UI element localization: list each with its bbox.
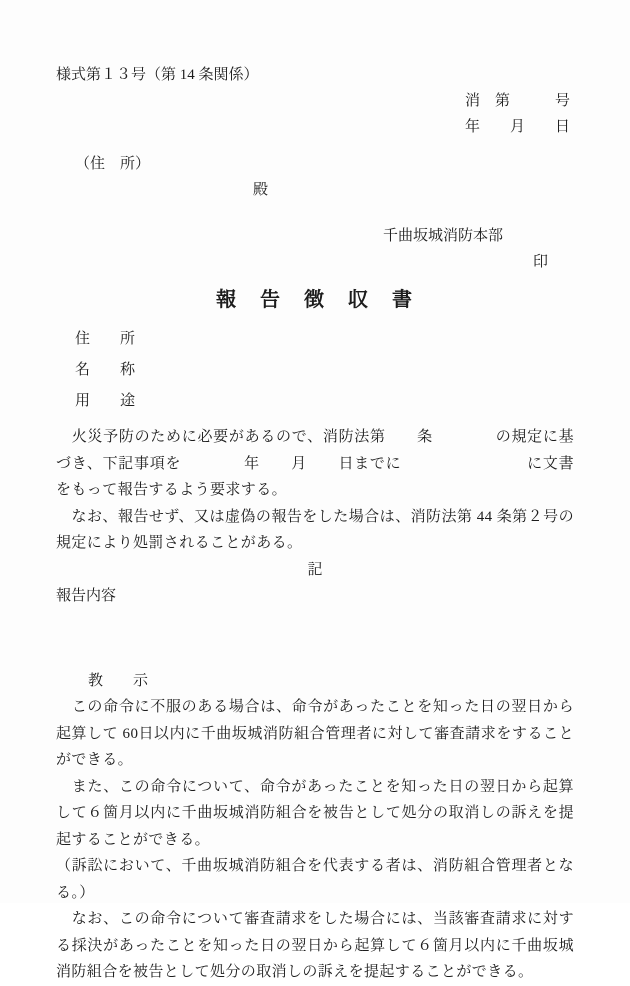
kyoji-paragraph-representative: （訴訟において、千曲坂城消防組合を代表する者は、消防組合管理者となる。） xyxy=(56,858,574,901)
recipient-address-label: （住 所） xyxy=(75,156,151,172)
kyoji-paragraph-after-appeal: なお、この命令について審査請求をした場合には、当該審査請求に対する採決があったことを知った日の翌日から起算して６箇月以内に千曲坂城消防組合を被告として処分の取消しの訴えを提起することができる。 xyxy=(56,911,574,980)
seal-mark: 印 xyxy=(533,254,549,270)
kyoji-paragraph-appeal: この命令に不服のある場合は、命令があったことを知った日の翌日から起算して 60日以内に千曲坂城消防組合管理者に対して審査請求をすることができる。 xyxy=(56,699,574,768)
document-title: 報 告 徴 収 書 xyxy=(216,289,414,311)
body-paragraph-request: 火災予防のために必要があるので、消防法第 条 の規定に基づき、下記事項を 年 月 日までに に文書をもって報告するよう要求する。 xyxy=(56,429,574,498)
date-line: 年 月 日 xyxy=(464,119,570,135)
doc-number-line: 消 第 号 xyxy=(464,93,570,109)
body-paragraph-penalty: なお、報告せず、又は虚偽の報告をした場合は、消防法第 44 条第２号の規定により処罰されることがある。 xyxy=(56,508,574,551)
kyoji-paragraph-lawsuit: また、この命令について、命令があったことを知った日の翌日から起算して６箇月以内に千曲坂城消防組合を被告として処分の取消しの訴えを提起することができる。 xyxy=(56,778,574,848)
report-content-label: 報告内容 xyxy=(56,588,117,604)
field-use-label: 用 途 xyxy=(75,393,136,409)
field-labels xyxy=(56,324,574,417)
ki-label: 記 xyxy=(307,561,323,578)
recipient-honorific: 殿 xyxy=(253,182,269,198)
field-name-label: 名 称 xyxy=(75,362,136,378)
kyoji-heading: 教 示 xyxy=(88,672,149,689)
form-number: 様式第１３号（第 14 条関係） xyxy=(56,67,259,83)
issuer-name: 千曲坂城消防本部 xyxy=(383,228,504,244)
field-address-label: 住 所 xyxy=(75,331,136,347)
